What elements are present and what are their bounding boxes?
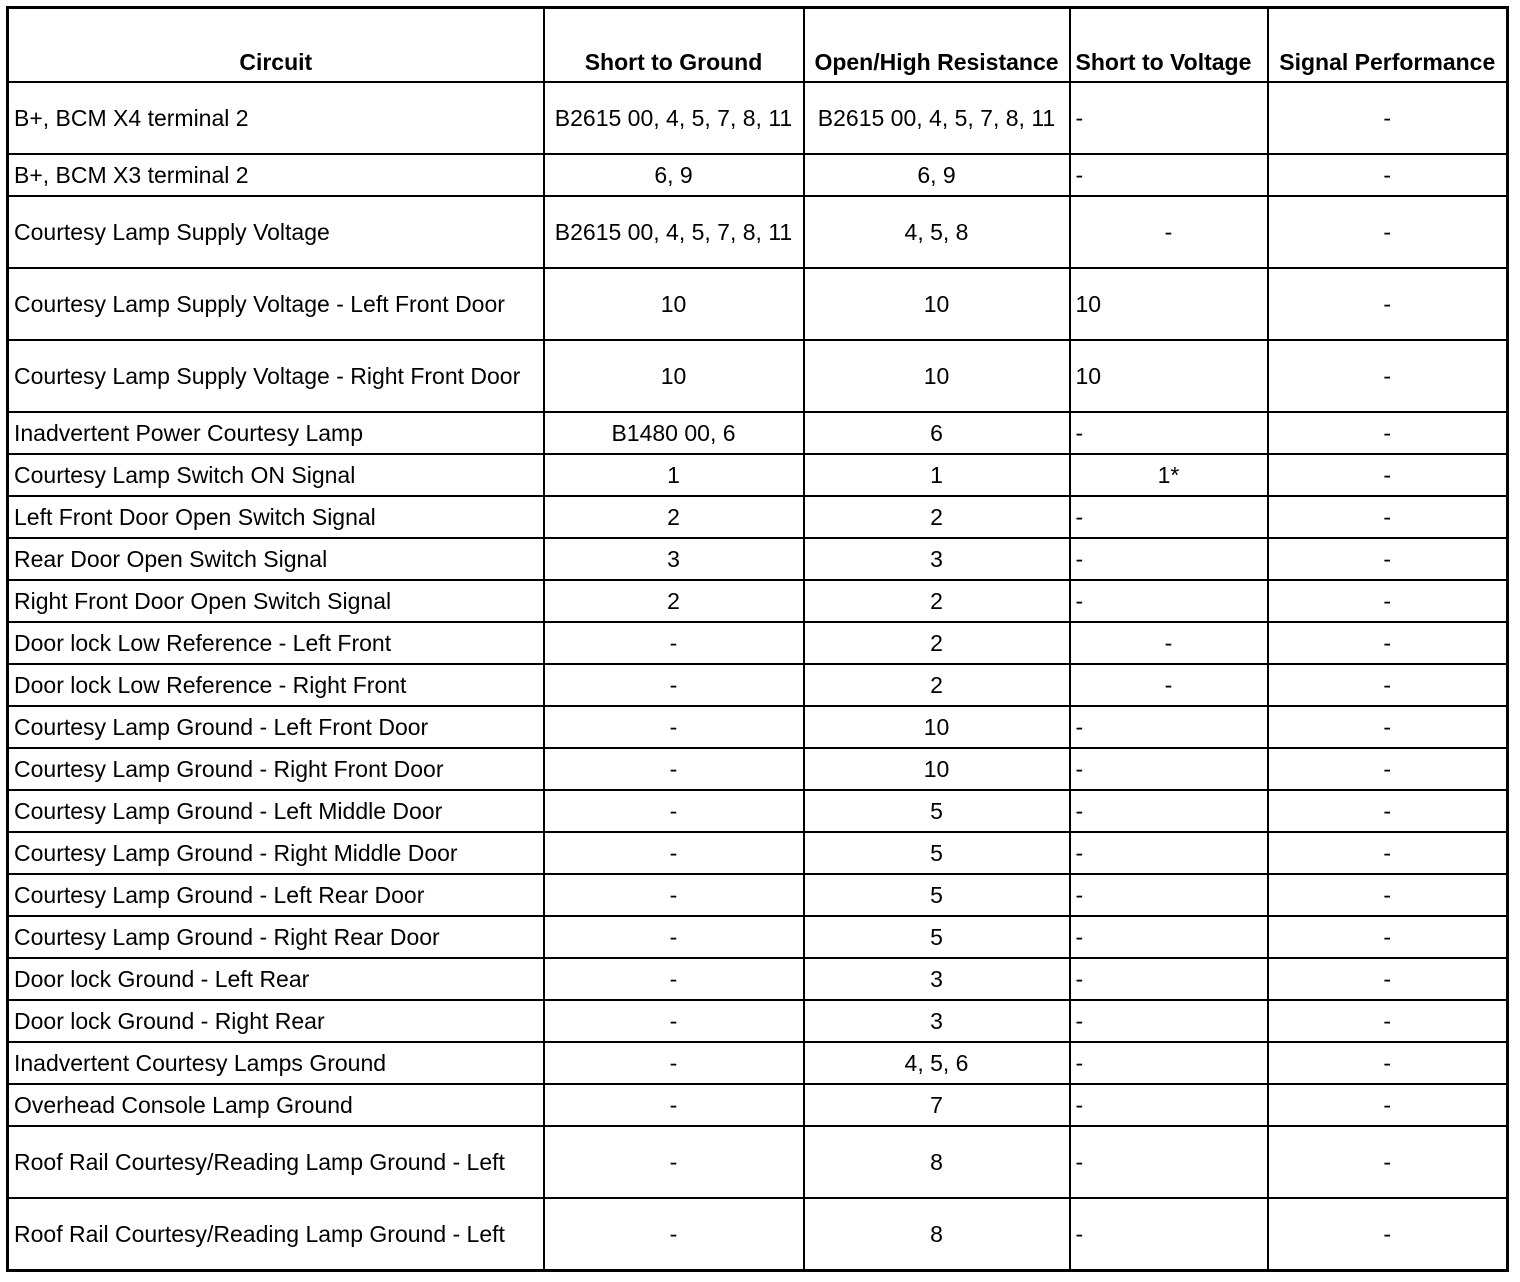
cell-open-high-resistance: 4, 5, 6 (804, 1042, 1070, 1084)
cell-open-high-resistance: 10 (804, 268, 1070, 340)
table-row (8, 874, 1508, 916)
cell-short-to-voltage: - (1070, 1198, 1268, 1271)
cell-short-to-voltage: - (1070, 82, 1268, 154)
cell-short-to-ground: - (544, 832, 804, 874)
cell-signal-performance: - (1268, 496, 1508, 538)
cell-short-to-ground: - (544, 664, 804, 706)
cell-short-to-ground: 10 (544, 340, 804, 412)
table-row (8, 916, 1508, 958)
cell-signal-performance: - (1268, 1126, 1508, 1198)
table-row (8, 748, 1508, 790)
cell-circuit: Door lock Low Reference - Left Front (8, 622, 544, 664)
cell-signal-performance: - (1268, 1198, 1508, 1271)
cell-signal-performance: - (1268, 454, 1508, 496)
cell-short-to-voltage: - (1070, 196, 1268, 268)
cell-circuit: Overhead Console Lamp Ground (8, 1084, 544, 1126)
cell-short-to-voltage: - (1070, 916, 1268, 958)
cell-open-high-resistance: 2 (804, 580, 1070, 622)
cell-short-to-ground: B2615 00, 4, 5, 7, 8, 11 (544, 196, 804, 268)
cell-signal-performance: - (1268, 790, 1508, 832)
cell-short-to-voltage: - (1070, 874, 1268, 916)
cell-open-high-resistance: 2 (804, 496, 1070, 538)
table-row (8, 268, 1508, 340)
cell-short-to-ground: 3 (544, 538, 804, 580)
table-row (8, 580, 1508, 622)
cell-short-to-voltage: 10 (1070, 340, 1268, 412)
cell-signal-performance: - (1268, 1042, 1508, 1084)
cell-signal-performance: - (1268, 874, 1508, 916)
cell-signal-performance: - (1268, 748, 1508, 790)
table-row (8, 790, 1508, 832)
cell-open-high-resistance: 2 (804, 664, 1070, 706)
cell-open-high-resistance: 2 (804, 622, 1070, 664)
cell-circuit: Courtesy Lamp Supply Voltage - Left Front Door (8, 268, 544, 340)
table-row (8, 1000, 1508, 1042)
cell-circuit: Roof Rail Courtesy/Reading Lamp Ground - Left (8, 1198, 544, 1271)
cell-short-to-voltage: - (1070, 790, 1268, 832)
cell-circuit: Courtesy Lamp Supply Voltage - Right Front Door (8, 340, 544, 412)
cell-short-to-ground: - (544, 748, 804, 790)
cell-circuit: Inadvertent Power Courtesy Lamp (8, 412, 544, 454)
table-row (8, 496, 1508, 538)
cell-open-high-resistance: 1 (804, 454, 1070, 496)
cell-open-high-resistance: 8 (804, 1198, 1070, 1271)
cell-circuit: Courtesy Lamp Supply Voltage (8, 196, 544, 268)
cell-short-to-voltage: 1* (1070, 454, 1268, 496)
cell-short-to-ground: - (544, 706, 804, 748)
table-row (8, 1042, 1508, 1084)
cell-circuit: Inadvertent Courtesy Lamps Ground (8, 1042, 544, 1084)
cell-signal-performance: - (1268, 82, 1508, 154)
cell-short-to-voltage: - (1070, 1042, 1268, 1084)
cell-signal-performance: - (1268, 622, 1508, 664)
table-row (8, 958, 1508, 1000)
cell-circuit: Courtesy Lamp Ground - Left Front Door (8, 706, 544, 748)
cell-circuit: Courtesy Lamp Ground - Left Rear Door (8, 874, 544, 916)
cell-short-to-ground: - (544, 1042, 804, 1084)
cell-short-to-voltage: - (1070, 832, 1268, 874)
cell-short-to-ground: - (544, 1000, 804, 1042)
table-row (8, 154, 1508, 196)
cell-circuit: Courtesy Lamp Ground - Right Middle Door (8, 832, 544, 874)
cell-open-high-resistance: 6 (804, 412, 1070, 454)
cell-short-to-ground: B1480 00, 6 (544, 412, 804, 454)
cell-short-to-ground: - (544, 1198, 804, 1271)
table-row (8, 706, 1508, 748)
cell-short-to-ground: 1 (544, 454, 804, 496)
cell-circuit: Courtesy Lamp Ground - Left Middle Door (8, 790, 544, 832)
cell-open-high-resistance: 3 (804, 1000, 1070, 1042)
cell-open-high-resistance: 10 (804, 340, 1070, 412)
table-row (8, 196, 1508, 268)
cell-signal-performance: - (1268, 196, 1508, 268)
cell-short-to-ground: 10 (544, 268, 804, 340)
cell-signal-performance: - (1268, 268, 1508, 340)
cell-open-high-resistance: B2615 00, 4, 5, 7, 8, 11 (804, 82, 1070, 154)
cell-signal-performance: - (1268, 706, 1508, 748)
cell-circuit: Courtesy Lamp Switch ON Signal (8, 454, 544, 496)
cell-short-to-ground: - (544, 622, 804, 664)
cell-circuit: Courtesy Lamp Ground - Right Front Door (8, 748, 544, 790)
header-row (8, 8, 1508, 83)
cell-open-high-resistance: 5 (804, 832, 1070, 874)
table-row (8, 1126, 1508, 1198)
cell-short-to-voltage: - (1070, 538, 1268, 580)
cell-signal-performance: - (1268, 340, 1508, 412)
cell-short-to-voltage: - (1070, 1000, 1268, 1042)
cell-short-to-voltage: - (1070, 1126, 1268, 1198)
cell-signal-performance: - (1268, 412, 1508, 454)
cell-circuit: Rear Door Open Switch Signal (8, 538, 544, 580)
cell-short-to-ground: - (544, 916, 804, 958)
table-row (8, 622, 1508, 664)
cell-signal-performance: - (1268, 664, 1508, 706)
header-short-to-ground: Short to Ground (544, 8, 804, 83)
cell-circuit: Roof Rail Courtesy/Reading Lamp Ground - Left (8, 1126, 544, 1198)
table-row (8, 1198, 1508, 1271)
cell-circuit: B+, BCM X4 terminal 2 (8, 82, 544, 154)
table-row (8, 340, 1508, 412)
cell-open-high-resistance: 10 (804, 706, 1070, 748)
cell-circuit: Courtesy Lamp Ground - Right Rear Door (8, 916, 544, 958)
header-open-high-resistance: Open/High Resistance (804, 8, 1070, 83)
table-row (8, 538, 1508, 580)
cell-circuit: Door lock Ground - Left Rear (8, 958, 544, 1000)
cell-short-to-voltage: - (1070, 496, 1268, 538)
header-signal-performance: Signal Performance (1268, 8, 1508, 83)
cell-open-high-resistance: 8 (804, 1126, 1070, 1198)
cell-short-to-ground: B2615 00, 4, 5, 7, 8, 11 (544, 82, 804, 154)
cell-signal-performance: - (1268, 580, 1508, 622)
cell-short-to-ground: 2 (544, 580, 804, 622)
table-row (8, 832, 1508, 874)
cell-signal-performance: - (1268, 538, 1508, 580)
cell-open-high-resistance: 3 (804, 958, 1070, 1000)
table-row (8, 664, 1508, 706)
header-short-to-voltage: Short to Voltage (1070, 8, 1268, 83)
cell-short-to-voltage: - (1070, 412, 1268, 454)
cell-circuit: Left Front Door Open Switch Signal (8, 496, 544, 538)
cell-short-to-voltage: - (1070, 1084, 1268, 1126)
cell-circuit: B+, BCM X3 terminal 2 (8, 154, 544, 196)
cell-short-to-voltage: - (1070, 580, 1268, 622)
cell-signal-performance: - (1268, 916, 1508, 958)
cell-open-high-resistance: 10 (804, 748, 1070, 790)
cell-open-high-resistance: 4, 5, 8 (804, 196, 1070, 268)
cell-signal-performance: - (1268, 832, 1508, 874)
table-row (8, 82, 1508, 154)
cell-circuit: Right Front Door Open Switch Signal (8, 580, 544, 622)
cell-open-high-resistance: 5 (804, 790, 1070, 832)
cell-short-to-ground: 6, 9 (544, 154, 804, 196)
cell-open-high-resistance: 3 (804, 538, 1070, 580)
cell-signal-performance: - (1268, 1084, 1508, 1126)
cell-short-to-voltage: - (1070, 664, 1268, 706)
cell-short-to-voltage: - (1070, 748, 1268, 790)
header-circuit: Circuit (8, 8, 544, 83)
cell-open-high-resistance: 5 (804, 874, 1070, 916)
cell-open-high-resistance: 7 (804, 1084, 1070, 1126)
cell-short-to-ground: - (544, 1084, 804, 1126)
cell-signal-performance: - (1268, 958, 1508, 1000)
cell-short-to-ground: - (544, 874, 804, 916)
cell-circuit: Door lock Low Reference - Right Front (8, 664, 544, 706)
cell-short-to-ground: 2 (544, 496, 804, 538)
table-row (8, 1084, 1508, 1126)
cell-short-to-ground: - (544, 1126, 804, 1198)
cell-signal-performance: - (1268, 1000, 1508, 1042)
cell-open-high-resistance: 5 (804, 916, 1070, 958)
table-row (8, 454, 1508, 496)
table-row (8, 412, 1508, 454)
cell-open-high-resistance: 6, 9 (804, 154, 1070, 196)
cell-circuit: Door lock Ground - Right Rear (8, 1000, 544, 1042)
circuit-dtc-table (6, 6, 1509, 1272)
cell-short-to-ground: - (544, 958, 804, 1000)
cell-short-to-voltage: - (1070, 622, 1268, 664)
cell-short-to-ground: - (544, 790, 804, 832)
cell-short-to-voltage: - (1070, 154, 1268, 196)
cell-short-to-voltage: - (1070, 958, 1268, 1000)
cell-short-to-voltage: 10 (1070, 268, 1268, 340)
cell-signal-performance: - (1268, 154, 1508, 196)
cell-short-to-voltage: - (1070, 706, 1268, 748)
